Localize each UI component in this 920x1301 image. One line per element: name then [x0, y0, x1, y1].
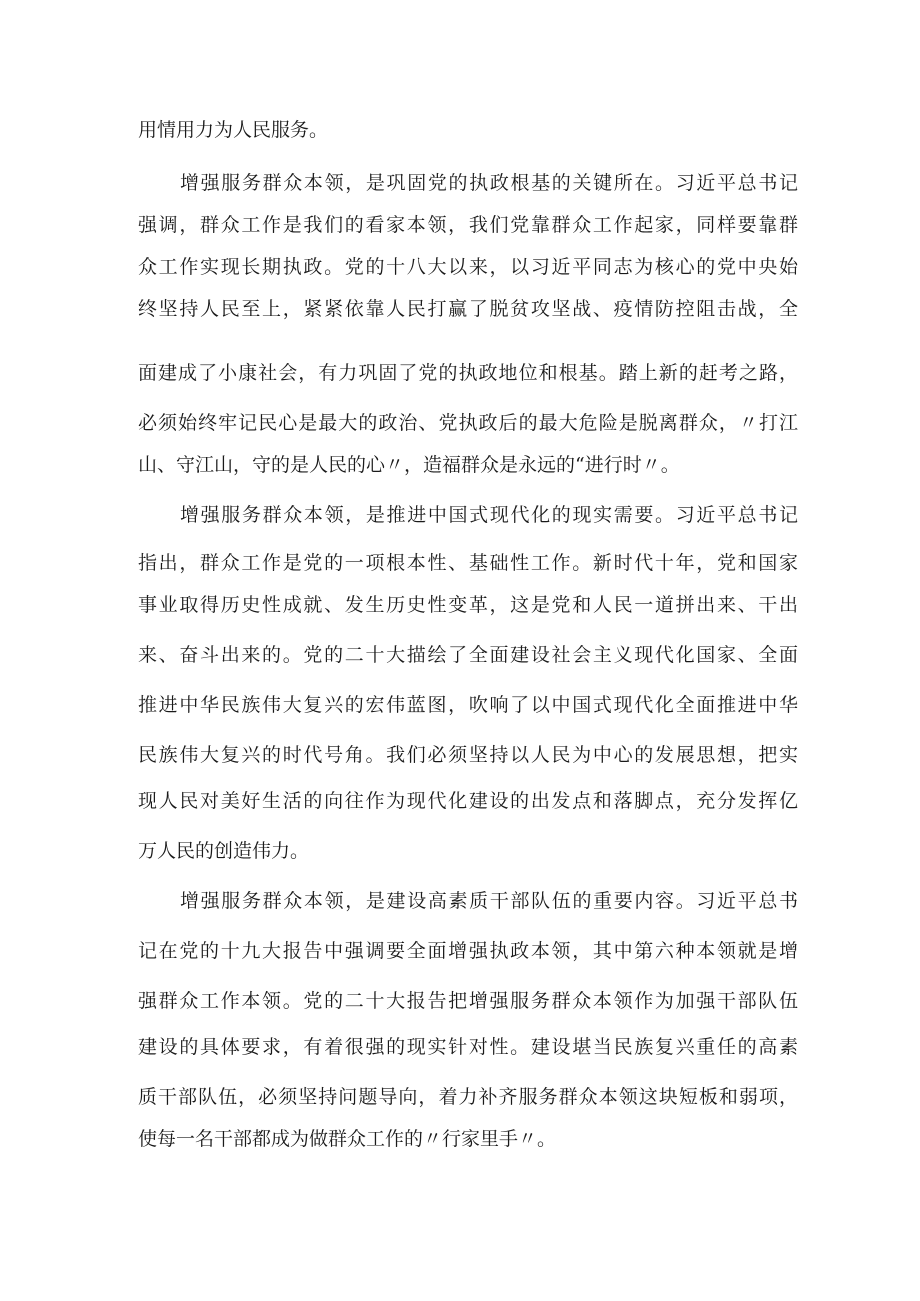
- text-line: 现人民对美好生活的向往作为现代化建设的出发点和落脚点，充分发挥亿: [138, 790, 798, 812]
- text-line: 事业取得历史性成就、发生历史性变革，这是党和人民一道拼出来、干出: [138, 594, 798, 616]
- text-line: 使每一名干部都成为做群众工作的〃行家里手〃。: [138, 1128, 557, 1150]
- text-line: 增强服务群众本领，是巩固党的执政根基的关键所在。习近平总书记: [180, 172, 798, 194]
- text-line: 来、奋斗出来的。党的二十大描绘了全面建设社会主义现代化国家、全面: [138, 644, 798, 666]
- text-line: 建设的具体要求，有着很强的现实针对性。建设堪当民族复兴重任的高素: [138, 1036, 798, 1058]
- text-line: 面建成了小康社会，有力巩固了党的执政地位和根基。踏上新的赶考之路，: [138, 362, 798, 384]
- text-line: 众工作实现长期执政。党的十八大以来，以习近平同志为核心的党中央始: [138, 256, 798, 278]
- text-line: 必须始终牢记民心是最大的政治、党执政后的最大危险是脱离群众，〃打江: [138, 412, 798, 434]
- text-line: 万人民的创造伟力。: [138, 840, 310, 862]
- text-line: 指出，群众工作是党的一项根本性、基础性工作。新时代十年，党和国家: [138, 552, 798, 574]
- text-line: 终坚持人民至上，紧紧依靠人民打赢了脱贫攻坚战、疫情防控阻击战，全: [138, 298, 798, 320]
- text-line: 强调，群众工作是我们的看家本领，我们党靠群众工作起家，同样要靠群: [138, 214, 798, 236]
- text-line: 民族伟大复兴的时代号角。我们必须坚持以人民为中心的发展思想，把实: [138, 744, 798, 766]
- text-line: 质干部队伍，必须坚持问题导向，着力补齐服务群众本领这块短板和弱项，: [138, 1086, 798, 1108]
- text-line: 山、守江山，守的是人民的心〃，造福群众是永远的“进行时〃。: [138, 454, 680, 476]
- text-line: 强群众工作本领。党的二十大报告把增强服务群众本领作为加强干部队伍: [138, 990, 798, 1012]
- text-line: 推进中华民族伟大复兴的宏伟蓝图，吹响了以中国式现代化全面推进中华: [138, 694, 798, 716]
- text-line: 增强服务群众本领，是建设高素质干部队伍的重要内容。习近平总书: [180, 890, 798, 912]
- text-line: 增强服务群众本领，是推进中国式现代化的现实需要。习近平总书记: [180, 504, 798, 526]
- text-line: 用情用力为人民服务。: [138, 119, 329, 141]
- text-line: 记在党的十九大报告中强调要全面增强执政本领，其中第六种本领就是增: [138, 940, 798, 962]
